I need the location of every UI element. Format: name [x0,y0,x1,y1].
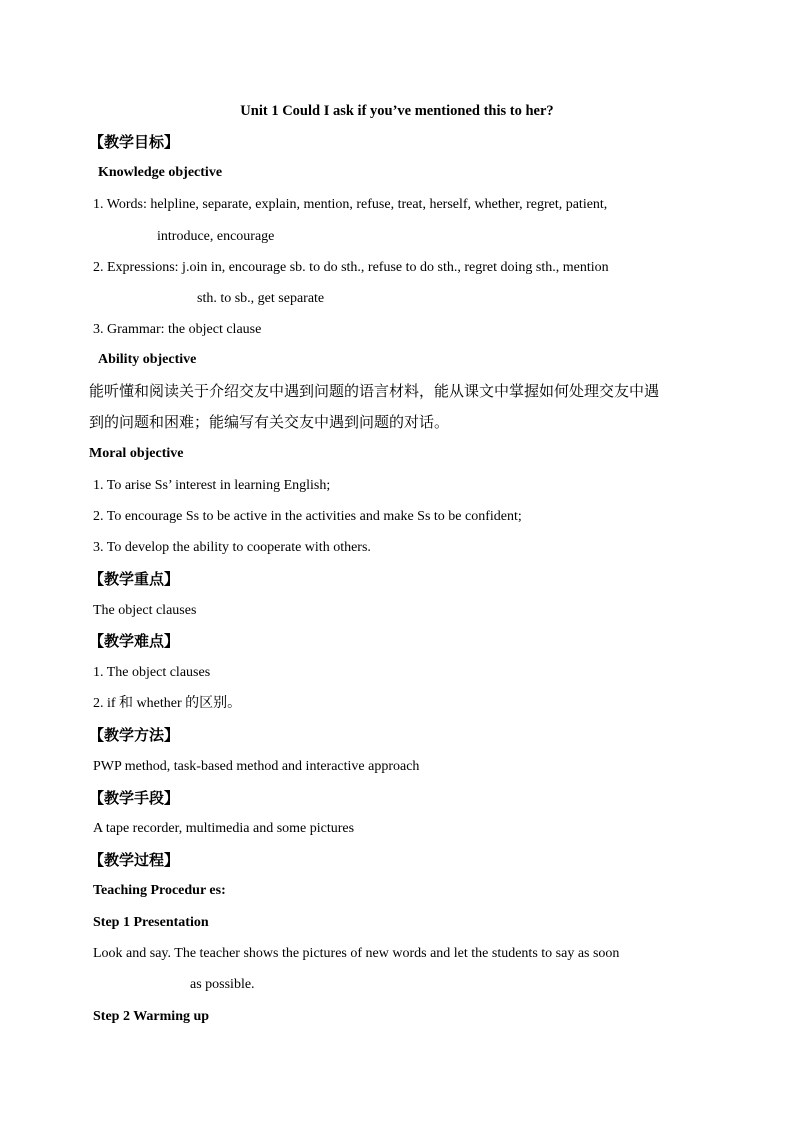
step-2-title: Step 2 Warming up [93,1009,210,1024]
subheading-ability-objective: Ability objective [98,352,197,367]
difficulty-item-2: 2. if 和 whether 的区别。 [93,696,242,711]
section-heading-objectives: 【教学目标】 [89,133,180,151]
section-heading-process: 【教学过程】 [89,851,180,869]
expressions-line-1: 2. Expressions: j.oin in, encourage sb. to do sth., refuse to do sth., regret doing sth., mention [93,260,609,275]
page-title: Unit 1 Could I ask if you’ve mentioned this to her? [240,103,554,119]
ability-text-line-2: 到的问题和困难；能编写有关交友中遇到问题的对话。 [89,413,450,431]
step-1-text-line-2: as possible. [190,977,255,992]
words-line-1: 1. Words: helpline, separate, explain, mention, refuse, treat, herself, whether, regret, patient, [93,197,608,212]
teaching-procedures-heading: Teaching Procedur es: [93,883,226,898]
moral-item-2: 2. To encourage Ss to be active in the activities and make Ss to be confident; [93,509,522,524]
moral-item-3: 3. To develop the ability to cooperate with others. [93,540,371,555]
section-heading-means: 【教学手段】 [89,789,180,807]
section-heading-methods: 【教学方法】 [89,726,180,744]
step-1-title: Step 1 Presentation [93,915,209,930]
expressions-line-2: sth. to sb., get separate [197,291,325,306]
key-points-text: The object clauses [93,603,197,618]
methods-text: PWP method, task-based method and interactive approach [93,759,420,774]
step-1-text-line-1: Look and say. The teacher shows the pictures of new words and let the students to say as soon [93,946,620,961]
words-line-2: introduce, encourage [157,229,275,244]
difficulty-item-1: 1. The object clauses [93,665,211,680]
section-heading-key-points: 【教学重点】 [89,570,180,588]
section-heading-difficulties: 【教学难点】 [89,632,180,650]
moral-item-1: 1. To arise Ss’ interest in learning English; [93,478,331,493]
grammar-line: 3. Grammar: the object clause [93,322,262,337]
means-text: A tape recorder, multimedia and some pictures [93,821,355,836]
subheading-knowledge-objective: Knowledge objective [98,165,223,180]
subheading-moral-objective: Moral objective [89,446,184,461]
ability-text-line-1: 能听懂和阅读关于介绍交友中遇到问题的语言材料，能从课文中掌握如何处理交友中遇 [89,382,660,400]
